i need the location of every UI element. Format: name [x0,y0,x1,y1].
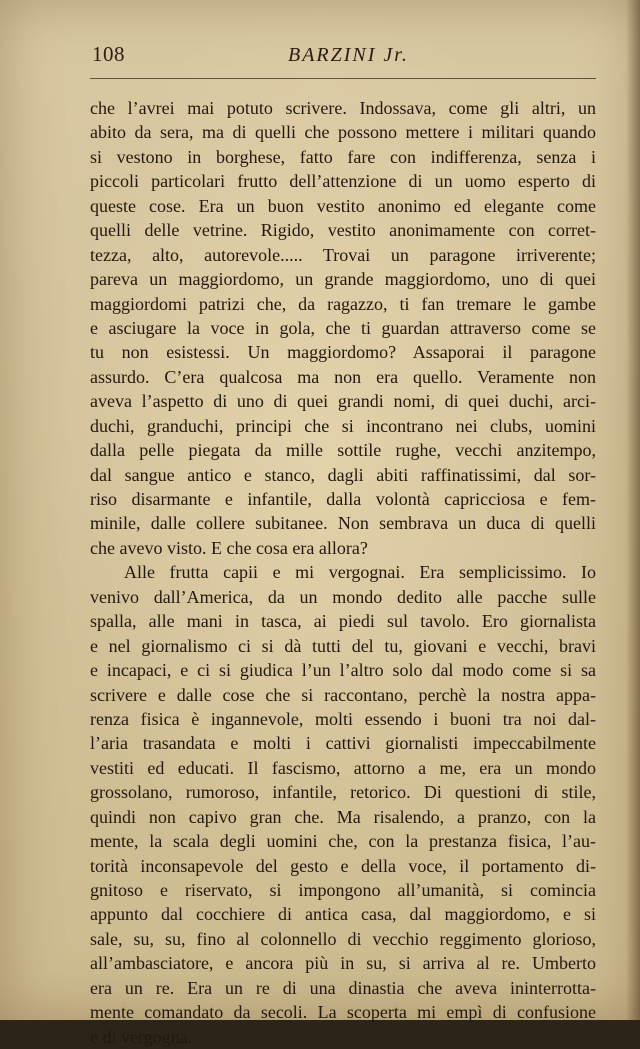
page-number: 108 [92,42,125,66]
text-line: era un re. Era un re di una dinastia che aveva ininterrotta- [90,977,596,998]
text-line: aveva l’aspetto di uno di quei grandi nomi, di quei duchi, arci- [90,391,596,412]
text-line: assurdo. C’era qualcosa ma non era quello. Veramente non [90,366,596,387]
body-text [90,96,596,1049]
text-line: riso disarmante e infantile, dalla volontà capricciosa e fem- [90,489,596,509]
text-line: l’aria trasandata e molti i cattivi giornalisti impeccabilmente [90,733,596,754]
text-line: piccoli particolari frutto dell’attenzione di un uomo esperto di [90,171,596,192]
text-line: si vestono in borghese, fatto fare con indifferenza, senza i [90,146,596,167]
text-line: quelli delle vetrine. Rigido, vestito anonimamente con corret- [90,220,596,241]
text-line: mente, la scala degli uomini che, con la prestanza fisica, l’au- [90,831,596,852]
text-line: vestiti ed educati. Il fascismo, attorno a me, era un mondo [90,757,596,778]
text-line: e incapaci, e ci si giudica l’un l’altro solo dal modo come si sa [90,660,596,681]
text-line: mente comandato da secoli. La scoperta mi empì di confusione [90,1002,596,1023]
paragraph-end-line: e di vergogna. [90,1026,193,1047]
text-line: duchi, granduchi, principi che si incontrano nei clubs, uomini [90,415,596,436]
text-line: scrivere e dalle cose che si raccontano, perchè la nostra appa- [90,684,596,705]
text-line: tu non esistessi. Un maggiordomo? Assaporai il paragone [90,342,596,363]
text-line: sale, su, su, fino al colonnello di vecchio reggimento glorioso, [90,928,596,949]
paragraph-end-line: che avevo visto. E che cosa era allora? [90,537,368,558]
text-line: tezza, alto, autorevole..... Trovai un paragone irriverente; [90,244,596,265]
text-line: dalla pelle piegata da mille sottile rughe, vecchi anzitempo, [90,440,596,461]
page-edge-shadow [626,0,640,1020]
text-line: abito da sera, ma di quelli che possono mettere i militari quando [90,122,596,143]
text-line: che l’avrei mai potuto scrivere. Indossava, come gli altri, un [90,98,596,118]
text-line: renza fisica è ingannevole, molti essendo i buoni tra noi dal- [90,708,596,729]
text-line: quindi non capivo gran che. Ma risalendo, a pranzo, con la [90,806,596,827]
text-line: dal sangue antico e stanco, dagli abiti raffinatissimi, dal sor- [90,464,596,485]
text-line: torità inconsapevole del gesto e della voce, il portamento di- [90,855,596,876]
header-rule [90,78,596,79]
text-line: all’ambasciatore, e ancora più in su, si arriva al re. Umberto [90,953,596,974]
text-line: queste cose. Era un buon vestito anonimo ed elegante come [90,195,596,216]
text-line: e asciugare la voce in gola, che ti guardan attraverso come se [90,317,596,338]
page-header [92,40,598,74]
text-line: venivo dall’America, da un mondo dedito alle pacche sulle [90,586,596,607]
text-line: appunto dal cocchiere di antica casa, dal maggiordomo, e si [90,904,596,925]
text-line: grossolano, rumoroso, infantile, retorico. Di questioni di stile, [90,782,596,803]
text-line: gnitoso e riservato, si impongono all’umanità, si comincia [90,880,596,900]
text-line: maggiordomi patrizi che, da ragazzo, ti fan tremare le gambe [90,293,596,314]
text-line: minile, dalle collere subitanee. Non sembrava un duca di quelli [90,513,596,534]
text-line: e nel giornalismo ci si dà tutti del tu, giovani e vecchi, bravi [90,635,596,656]
text-line: spalla, alle mani in tasca, ai piedi sul tavolo. Ero giornalista [90,611,596,632]
running-title: BARZINI Jr. [288,44,409,66]
paragraph-start-line: Alle frutta capii e mi vergognai. Era semplicissimo. Io [124,562,596,583]
text-line: pareva un maggiordomo, un grande maggiordomo, uno di quei [90,269,596,290]
